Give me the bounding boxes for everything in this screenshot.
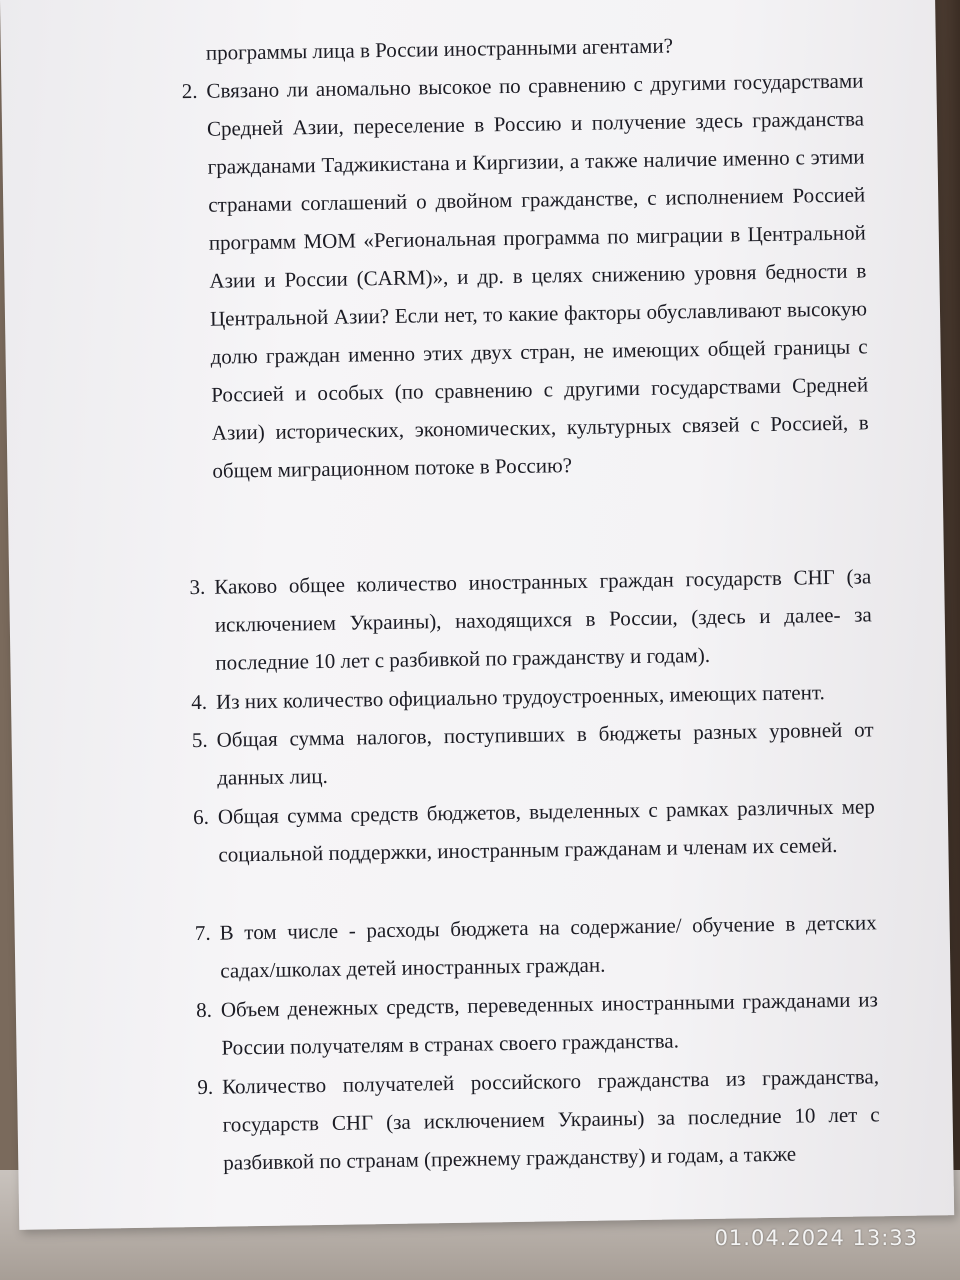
list-item-7: [174, 903, 877, 983]
item-text: Количество получателей российского гражданства из гражданства, государств СНГ (за исключением Украины) за последние 10 лет с разбивкой по странам (прежнему гражданству) и годам, а также: [221, 1064, 880, 1175]
item-number: 3.: [189, 574, 206, 600]
item-number: 8.: [195, 997, 213, 1023]
item-text: Связано ли аномально высокое по сравнению с другими государствами Средней Азии, переселение в Россию и получение здесь гражданства гражданами Таджикистана и Киргизии, а также наличие именно с этими странами соглашений о двойном гражданстве, с исполнением Россией программ МОМ «Региональная программа по миграции в Центральной Азии и России (CARM)», и др. в целях снижению уровня бедности в Центральной Азии? Если нет, то какие факторы обуславливают высокую долю граждан именно этих двух стран, не имеющих общей границы с Россией и особых (по сравнению с другими государствами Средней Азии) исторических, экономических, культурных связей с Россией, в общем миграционном потоке в Россию?: [206, 68, 869, 483]
item-number: 4.: [191, 689, 208, 715]
item-text: Каково общее количество иностранных граждан государств СНГ (за исключением Украины), находящихся в России, (здесь и далее- за последние 10 лет с разбивкой по гражданству и годам).: [214, 564, 872, 675]
continued-line: программы лица в России иностранными агентами?: [205, 33, 674, 65]
item-number: 5.: [191, 727, 208, 753]
item-text: Общая сумма налогов, поступивших в бюджеты разных уровней от данных лиц.: [216, 717, 874, 790]
item-number: 7.: [194, 920, 211, 946]
item-text: Общая сумма средств бюджетов, выделенных с рамках различных мер социальной поддержки, иностранным гражданам и членам их семей.: [217, 794, 875, 867]
item-number: 6.: [192, 804, 210, 830]
list-item-3: [169, 557, 872, 675]
item-text: В том числе - расходы бюджета на содержание/ обучение в детских садах/школах детей иностранных граждан.: [219, 910, 877, 983]
item-text: Из них количество официально трудоустроенных, имеющих патент.: [215, 680, 825, 714]
photo-timestamp: 01.04.2024 13:33: [714, 1226, 918, 1250]
item-text: Объем денежных средств, переведенных иностранными гражданами из России получателям в странах своего гражданства.: [220, 987, 878, 1060]
item-number: 9.: [197, 1074, 214, 1100]
item-number: 2.: [181, 78, 198, 104]
